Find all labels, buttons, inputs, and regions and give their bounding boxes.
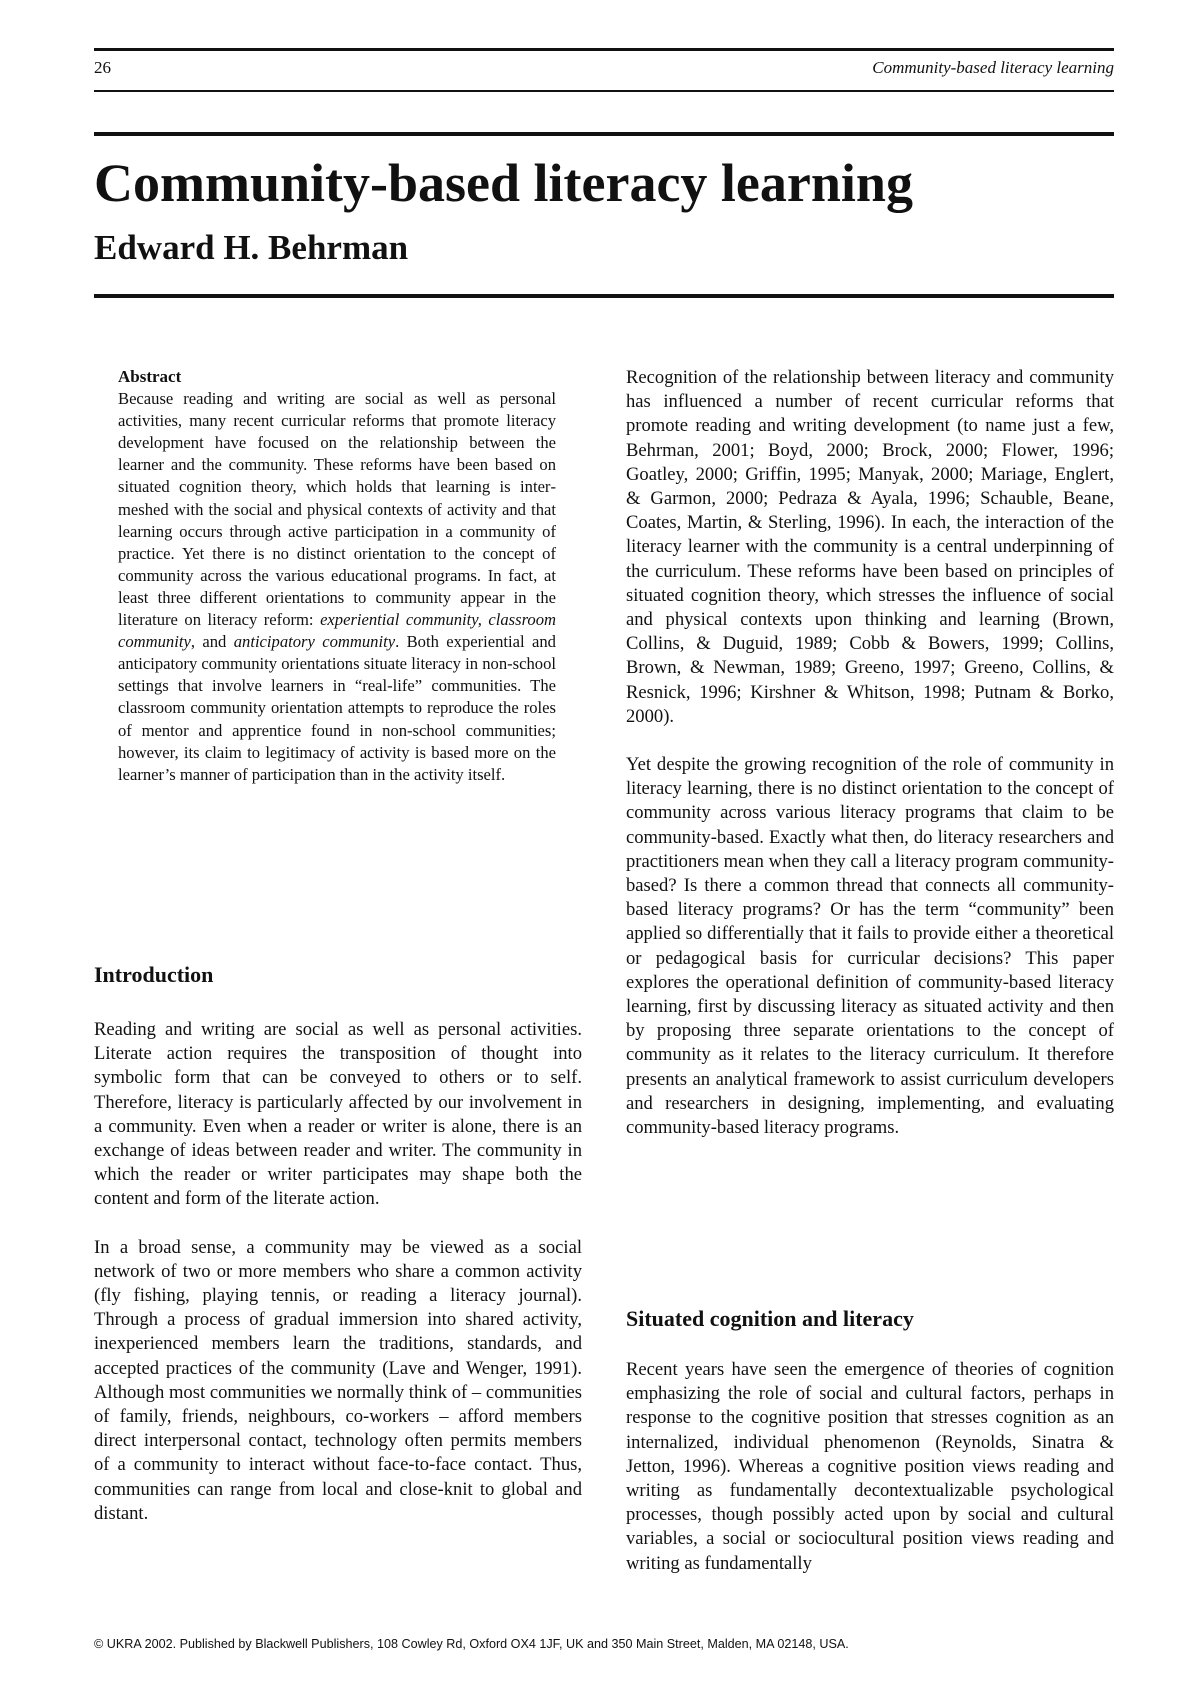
title-bottom-rule bbox=[94, 294, 1114, 298]
author-name: Edward H. Behrman bbox=[94, 228, 409, 267]
body-paragraph: Recognition of the relationship between literacy and community has influenced a number of recent curricular reforms that promote reading and writing development (to name just a few, Behrman, 2001; Boyd, 2000; Brock, 2000; Flower, 1996; Goatley, 2000; Griffin, 1995; Manyak, 2000; Mariage, Englert, & Garmon, 2000; Pedraza & Ayala, 1996; Schauble, Beane, Coates, Martin, & Sterling, 1996). In each, the interaction of the literacy learner with the community is a central underpinning of the curriculum. These reforms have been based on principles of situated cognition theory, which stresses the influence of social and physical contexts upon thinking and learning (Brown, Collins, & Duguid, 1989; Cobb & Bowers, 1999; Collins, Brown, & Newman, 1989; Greeno, 1997; Greeno, Collins, & Resnick, 1996; Kirshner & Whitson, 1998; Putnam & Borko, 2000). bbox=[626, 367, 1114, 727]
body-paragraph: Recent years have seen the emergence of theories of cognition emphasizing the role of social and cultural factors, perhaps in response to the cognitive position that stresses cognition as an internalized, individual phenomenon (Reynolds, Sinatra & Jetton, 1996). Whereas a cognitive position views reading and writing as fundamentally decontextualizable psychological processes, though possibly acted upon by social and cultural variables, a social or sociocultural position views reading and writing as fundamentally bbox=[626, 1359, 1114, 1574]
top-rule bbox=[94, 48, 1114, 51]
copyright-footer: © UKRA 2002. Published by Blackwell Publishers, 108 Cowley Rd, Oxford OX4 1JF, UK and 350 Main Street, Malden, MA 02148, USA. bbox=[94, 1637, 849, 1651]
body-paragraph: Yet despite the growing recognition of the role of community in literacy learning, there is no distinct orientation to the concept of community across various literacy programs that claim to be community-based. Exactly what then, do literacy researchers and practitioners mean when they call a literacy program community-based? Is there a common thread that connects all community-based literacy programs? Or has the term “community” been applied so differentially that it fails to provide either a theoretical or pedagogical basis for curricular decisions? This paper explores the operational definition of community-based literacy learning, first by discussing literacy as situated activity and then by proposing three separate orientations to the concept of community as it relates to the literacy curriculum. It therefore presents an analytical framework to assist curriculum developers and researchers in designing, implementing, and evaluating community-based literacy programs. bbox=[626, 754, 1114, 1139]
abstract-heading: Abstract bbox=[118, 367, 182, 386]
situated-cognition-body bbox=[626, 1358, 1114, 1576]
article-title: Community-based literacy learning bbox=[94, 153, 913, 213]
abstract-text-start: Because reading and writing are social as well as personal activities, many recent curricular reforms that promote literacy development have focused on the relationship between the learner and the community. These reforms have been based on situated cognition theory, which holds that learning is intermeshed with the social and physical contexts of activity and that learning occurs through active participation in a community of practice. Yet there is no distinct orientation to the concept of community across the various educational programs. In fact, at least three different orientations to community appear in the literature on literacy reform: bbox=[118, 389, 556, 630]
introduction-heading: Introduction bbox=[94, 962, 214, 987]
introduction-paragraph: In a broad sense, a community may be viewed as a social network of two or more members who share a common activity (fly fishing, playing tennis, or reading a literacy journal). Through a process of gradual immersion into shared activity, inexperienced members learn the traditions, standards, and accepted practices of the community (Lave and Wenger, 1991). Although most communities we normally think of – communities of family, friends, neighbours, co-workers – afford members direct interpersonal contact, technology often permits members of a community to interact without face-to-face contact. Thus, communities can range from local and close-knit to global and distant. bbox=[94, 1236, 582, 1524]
running-head bbox=[94, 58, 1114, 82]
left-column-body bbox=[94, 1018, 582, 1526]
term-classroom-community: classroom community bbox=[118, 610, 557, 652]
abstract bbox=[118, 366, 556, 786]
running-title: Community-based literacy learning bbox=[872, 58, 1114, 77]
situated-cognition-heading: Situated cognition and literacy bbox=[626, 1306, 914, 1331]
term-separator: , and bbox=[190, 632, 234, 652]
right-column-body bbox=[626, 366, 1114, 1140]
title-top-rule bbox=[94, 132, 1114, 136]
abstract-text bbox=[118, 388, 556, 786]
abstract-text-end: . Both experiential and anticipatory community orientations situate literacy in non-school settings that involve learners in “real-life” communities. The classroom community orientation attempts to reproduce the roles of mentor and apprentice found in non-school communities; however, its claim to legitimacy of activity is based more on the learner’s manner of participation than in the activity itself. bbox=[118, 632, 556, 784]
introduction-paragraph: Reading and writing are social as well as personal activities. Literate action requires the transposition of thought into symbolic form that can be conveyed to others or to self. Therefore, literacy is particularly affected by our involvement in a community. Even when a reader or writer is alone, there is an exchange of ideas between reader and writer. The community in which the reader or writer participates may shape both the content and form of the literate action. bbox=[94, 1019, 582, 1210]
term-separator: , bbox=[477, 610, 489, 630]
term-experiential-community: experiential community bbox=[320, 610, 478, 630]
running-head-rule bbox=[94, 90, 1114, 92]
page-number: 26 bbox=[94, 58, 111, 77]
term-anticipatory-community: anticipatory community bbox=[233, 632, 396, 652]
